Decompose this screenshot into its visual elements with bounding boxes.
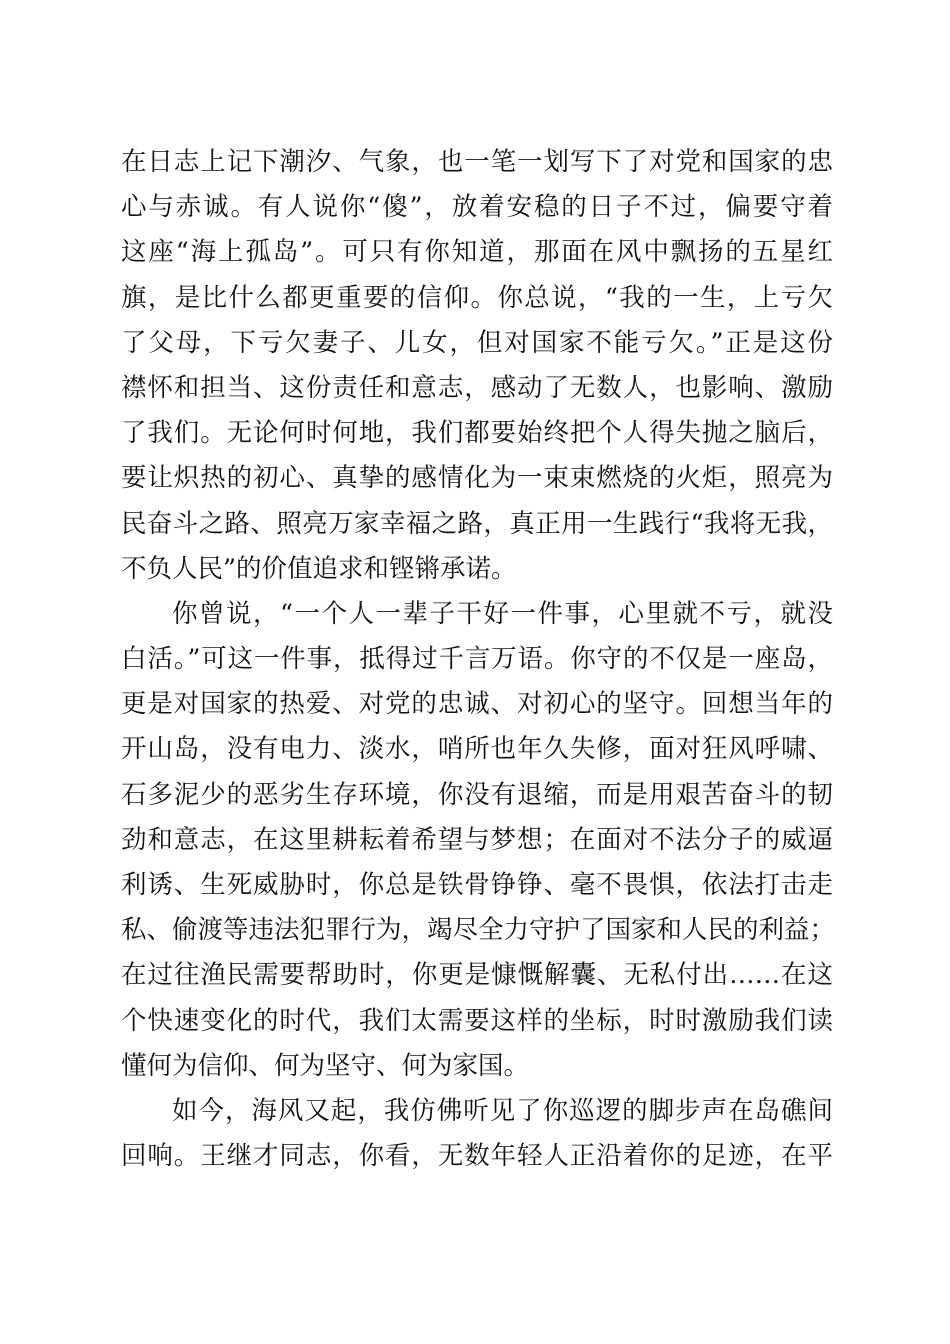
text-line: 民奋斗之路、照亮万家幸福之路，真正用一生践行“我将无我， [121,508,833,539]
text-line: 旗，是比什么都更重要的信仰。你总说，“我的一生，上亏欠 [121,282,833,313]
paragraph-3 [121,1089,833,1179]
text-line: 在过往渔民需要帮助时，你更是慷慨解囊、无私付出……在这 [121,960,833,991]
document-page [121,140,836,1179]
text-line: 石多泥少的恶劣生存环境，你没有退缩，而是用艰苦奋斗的韧 [121,779,833,810]
text-line: 更是对国家的热爱、对党的忠诚、对初心的坚守。回想当年的 [121,689,833,720]
text-line: 心与赤诚。有人说你“傻”，放着安稳的日子不过，偏要守着 [121,192,833,223]
text-line: 开山岛，没有电力、淡水，哨所也年久失修，面对狂风呼啸、 [121,734,833,765]
text-line: 劲和意志，在这里耕耘着希望与梦想；在面对不法分子的威逼 [121,824,833,855]
text-line: 不负人民”的价值追求和铿锵承诺。 [121,553,517,584]
text-line: 个快速变化的时代，我们太需要这样的坐标，时时激励我们读 [121,1005,833,1036]
text-line: 了父母，下亏欠妻子、儿女，但对国家不能亏欠。”正是这份 [121,327,833,358]
text-line: 你曾说，“一个人一辈子干好一件事，心里就不亏，就没 [172,598,833,629]
paragraph-2 [121,592,836,1089]
text-line: 懂何为信仰、何为坚守、何为家国。 [121,1050,530,1081]
text-line: 襟怀和担当、这份责任和意志，感动了无数人，也影响、激励 [121,372,833,403]
text-line: 私、偷渡等违法犯罪行为，竭尽全力守护了国家和人民的利益； [121,915,836,946]
text-line: 利诱、生死威胁时，你总是铁骨铮铮、毫不畏惧，依法打击走 [121,870,833,900]
text-line: 了我们。无论何时何地，我们都要始终把个人得失抛之脑后， [121,418,833,449]
text-line: 回响。王继才同志，你看，无数年轻人正沿着你的足迹，在平 [121,1141,833,1172]
text-line: 白活。”可这一件事，抵得过千言万语。你守的不仅是一座岛， [121,644,833,675]
text-line: 这座“海上孤岛”。可只有你知道，那面在风中飘扬的五星红 [121,237,833,268]
text-line: 在日志上记下潮汐、气象，也一笔一划写下了对党和国家的忠 [121,147,833,177]
text-line: 要让炽热的初心、真挚的感情化为一束束燃烧的火炬，照亮为 [121,463,833,494]
text-line: 如今，海风又起，我仿佛听见了你巡逻的脚步声在岛礁间 [172,1095,833,1126]
paragraph-1 [121,140,833,592]
